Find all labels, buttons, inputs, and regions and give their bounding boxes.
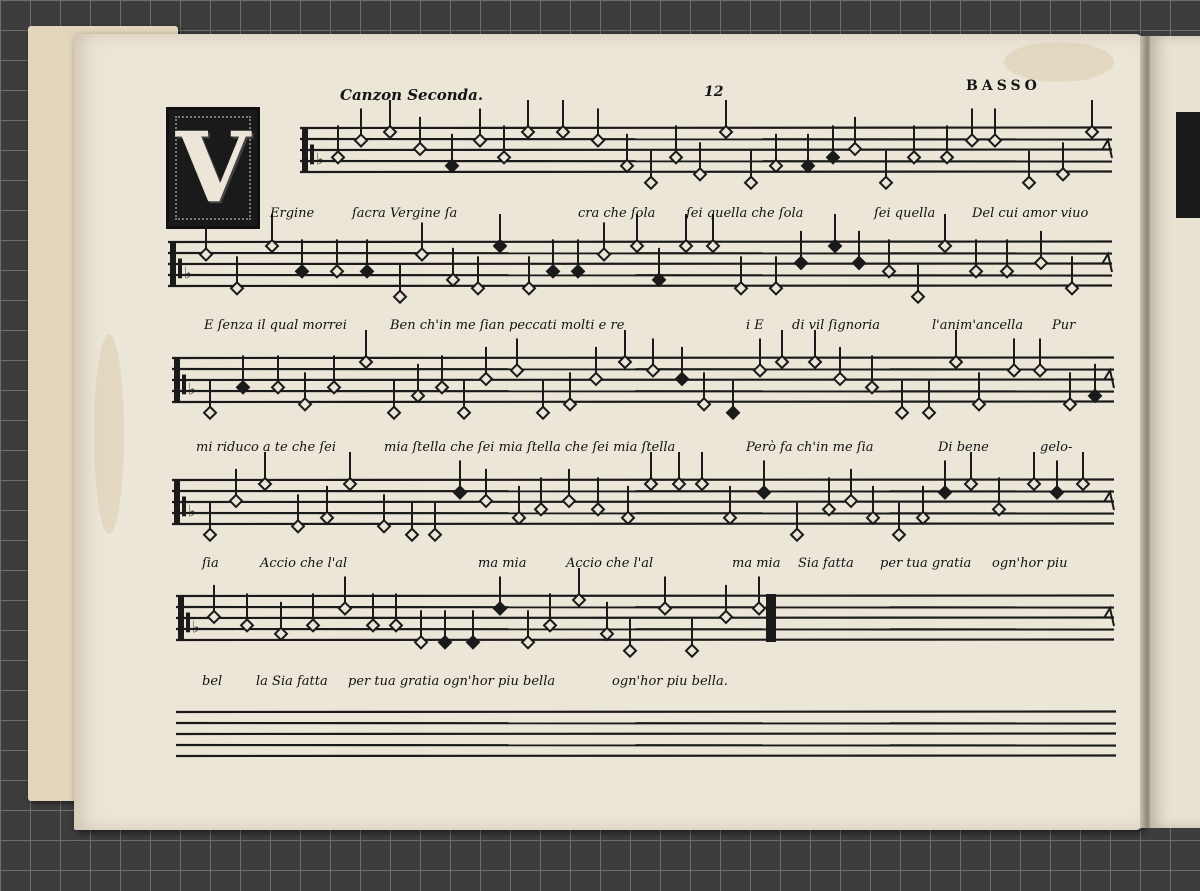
note-head — [1057, 168, 1069, 180]
note-head — [472, 282, 484, 294]
note-head — [388, 407, 400, 419]
lyric: ſia — [202, 556, 219, 571]
lyric: mi riduco a te che ſei — [196, 440, 336, 455]
note-head — [893, 529, 905, 541]
page-number: 12 — [704, 84, 724, 100]
lyric: E ſenza il qual morrei — [204, 318, 347, 333]
lyric: per tua gratia ogn'hor piu bella — [348, 674, 556, 689]
staff-line — [172, 402, 1114, 403]
initial-letter: V — [175, 111, 251, 224]
note-head — [735, 282, 747, 294]
note-head — [480, 495, 492, 507]
lyric: Accio che l'al — [260, 556, 348, 571]
lyric: ma mia — [732, 556, 781, 571]
staff-line — [172, 524, 1114, 525]
note-head — [1023, 177, 1035, 189]
flat-sign: ♭ — [188, 379, 196, 399]
note-head — [230, 495, 242, 507]
note-head — [659, 602, 671, 614]
staff-line — [168, 264, 1112, 265]
staff-line — [172, 491, 1114, 492]
note-head — [429, 529, 441, 541]
staff-line — [176, 640, 1114, 641]
flat-sign: ♭ — [188, 501, 196, 521]
note-head — [1008, 364, 1020, 376]
staff-line — [176, 607, 1114, 608]
note-head — [698, 398, 710, 410]
note-head — [339, 602, 351, 614]
note-head — [834, 373, 846, 385]
note-head — [791, 529, 803, 541]
lyric: cra che ſola — [578, 206, 656, 221]
clef — [178, 596, 184, 640]
lyric: i E — [746, 318, 764, 333]
note-head — [522, 636, 534, 648]
note-head — [770, 282, 782, 294]
part-name: BASSO — [966, 78, 1041, 94]
note-head — [474, 134, 486, 146]
note-head — [694, 168, 706, 180]
staff-line — [168, 286, 1112, 287]
note-head — [849, 143, 861, 155]
note-head — [758, 486, 770, 498]
note-head — [564, 398, 576, 410]
clef — [310, 145, 314, 165]
note-head — [1035, 257, 1047, 269]
note-head — [966, 134, 978, 146]
note-head — [378, 520, 390, 532]
clef — [174, 480, 180, 524]
note-head — [231, 282, 243, 294]
note-head — [720, 611, 732, 623]
note-head — [912, 291, 924, 303]
note-head — [880, 177, 892, 189]
staff-line — [172, 513, 1114, 514]
lyric: ogn'hor piu bella. — [612, 674, 728, 689]
note-head — [647, 364, 659, 376]
note-head — [355, 134, 367, 146]
lyric: ogn'hor piu — [992, 556, 1068, 571]
note-head — [467, 636, 479, 648]
note-head — [394, 291, 406, 303]
note-head — [200, 248, 212, 260]
clef — [186, 613, 190, 633]
note-head — [896, 407, 908, 419]
note-head — [745, 177, 757, 189]
lyric: Del cui amor viuo — [972, 206, 1089, 221]
clef — [302, 128, 308, 172]
lyric: Pur — [1052, 318, 1076, 333]
note-head — [845, 495, 857, 507]
staff-line — [300, 128, 1112, 129]
staff-line — [172, 369, 1114, 370]
page-title: Canzon Seconda. — [340, 86, 484, 104]
staff-line — [300, 161, 1112, 162]
staff-line — [176, 756, 1116, 757]
note-head — [853, 257, 865, 269]
note-head — [1066, 282, 1078, 294]
staff-line — [172, 391, 1114, 392]
staff-line — [176, 734, 1116, 735]
note-head — [973, 398, 985, 410]
staff-line — [176, 723, 1116, 724]
staff-line — [176, 745, 1116, 746]
note-head — [1034, 364, 1046, 376]
staff-line — [172, 358, 1114, 359]
staff-line — [176, 596, 1114, 597]
lyric: l'anim'ancella — [932, 318, 1024, 333]
lyric: mia ſtella che ſei mia ſtella che ſei mia ſtella — [384, 440, 676, 455]
lyric: ma mia — [478, 556, 527, 571]
note-head — [754, 364, 766, 376]
lyric: di vil ſignoria — [792, 318, 881, 333]
note-head — [511, 364, 523, 376]
lyric: Però fa ch'in me ſia — [746, 440, 874, 455]
note-head — [598, 248, 610, 260]
note-head — [204, 407, 216, 419]
note-head — [795, 257, 807, 269]
note-head — [939, 486, 951, 498]
note-head — [406, 529, 418, 541]
note-head — [537, 407, 549, 419]
lyric: ſacra Vergine ſa — [352, 206, 458, 221]
note-head — [416, 248, 428, 260]
note-head — [676, 373, 688, 385]
lyric: gelo- — [1040, 440, 1073, 455]
staff-line — [176, 712, 1116, 713]
clef — [170, 242, 176, 286]
note-head — [727, 407, 739, 419]
note-head — [414, 143, 426, 155]
note-head — [1051, 486, 1063, 498]
facing-page-initial — [1176, 112, 1200, 218]
lyric: Sia fatta — [798, 556, 854, 571]
staff-line — [176, 618, 1114, 619]
final-barline — [766, 594, 776, 642]
flat-sign: ♭ — [184, 263, 192, 283]
note-head — [923, 407, 935, 419]
note-head — [480, 373, 492, 385]
note-head — [299, 398, 311, 410]
note-head — [590, 373, 602, 385]
note-head — [563, 495, 575, 507]
clef — [182, 497, 186, 517]
lyric: Ergine — [270, 206, 315, 221]
clef — [182, 375, 186, 395]
note-head — [458, 407, 470, 419]
staff-line — [172, 380, 1114, 381]
lyric: ſei quella — [874, 206, 936, 221]
clef — [174, 358, 180, 402]
note-head — [592, 134, 604, 146]
flat-sign: ♭ — [316, 149, 324, 169]
flat-sign: ♭ — [192, 617, 200, 637]
note-head — [753, 602, 765, 614]
lyric: Di bene — [938, 440, 989, 455]
note-head — [686, 645, 698, 657]
lyric: bel — [202, 674, 223, 689]
note-head — [454, 486, 466, 498]
staff-line — [300, 172, 1112, 173]
lyric: la Sia fatta — [256, 674, 328, 689]
note-head — [624, 645, 636, 657]
lyric: per tua gratia — [880, 556, 972, 571]
staff-line — [168, 275, 1112, 276]
note-head — [439, 636, 451, 648]
note-head — [204, 529, 216, 541]
note-head — [645, 177, 657, 189]
lyric: ſei quella che ſola — [686, 206, 804, 221]
note-head — [208, 611, 220, 623]
staff-line — [168, 253, 1112, 254]
note-head — [494, 602, 506, 614]
lyric: Ben ch'in me ſian peccati molti e re — [390, 318, 625, 333]
note-head — [415, 636, 427, 648]
clef — [178, 259, 182, 279]
note-head — [989, 134, 1001, 146]
note-head — [292, 520, 304, 532]
staff-line — [172, 502, 1114, 503]
note-head — [1064, 398, 1076, 410]
lyric: Accio che l'al — [566, 556, 654, 571]
note-head — [523, 282, 535, 294]
